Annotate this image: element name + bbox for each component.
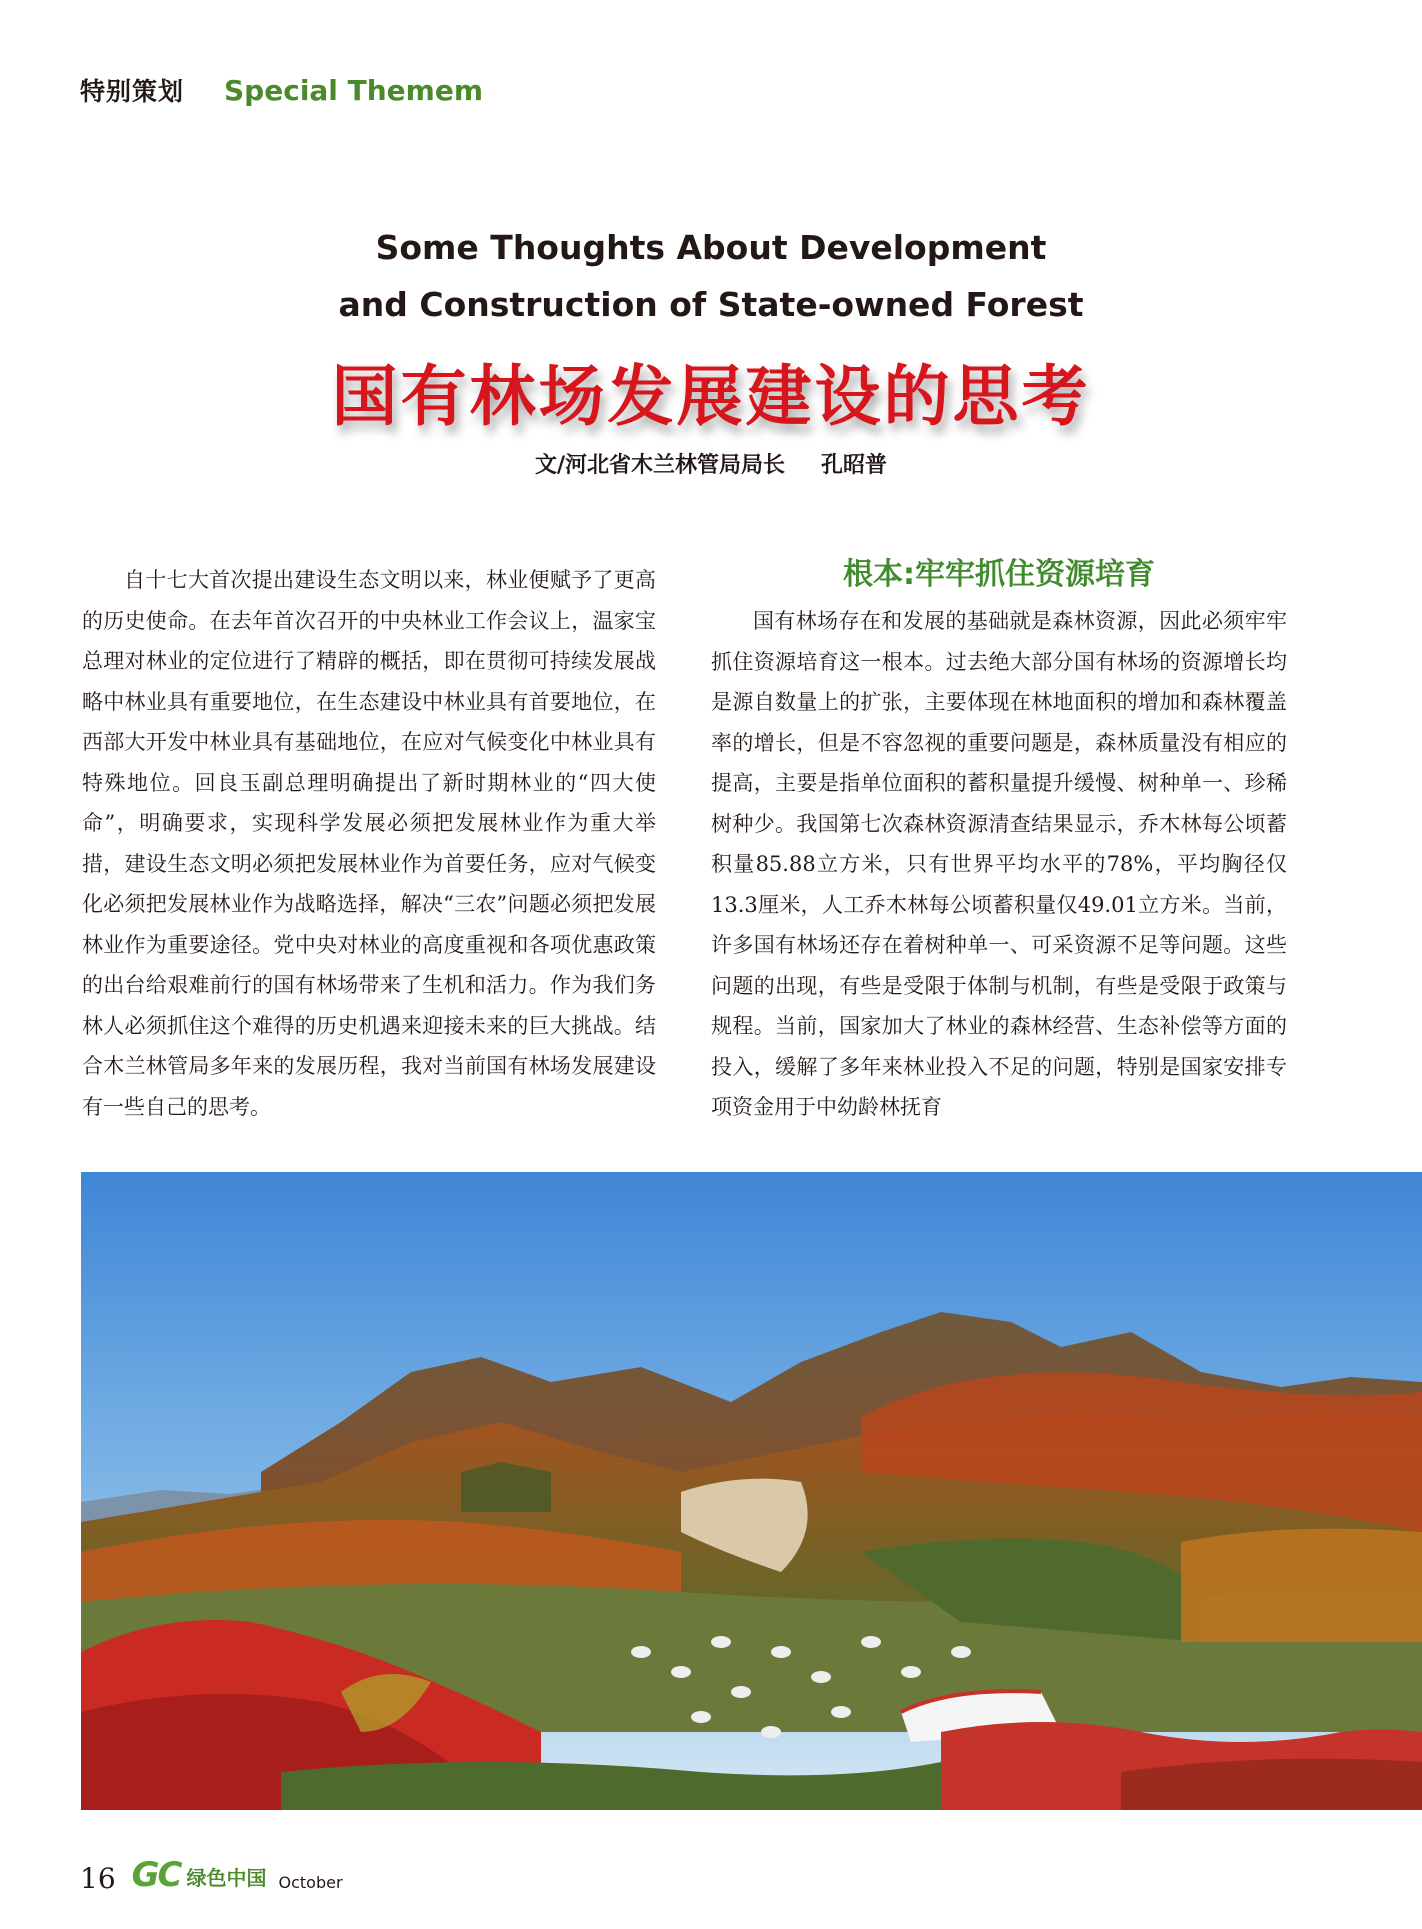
byline [0,448,1422,479]
right-paragraph: 国有林场存在和发展的基础就是森林资源，因此必须牢牢抓住资源培育这一根本。过去绝大部分国有林场的资源增长均是源自数量上的扩张，主要体现在林地面积的增加和森林覆盖率的增长，但是不容忽视的重要问题是，森林质量没有相应的提高，主要是指单位面积的蓄积量提升缓慢、树种单一、珍稀树种少。我国第七次森林资源清查结果显示，乔木林每公顷蓄积量85.88立方米，只有世界平均水平的78%，平均胸径仅13.3厘米，人工乔木林每公顷蓄积量仅49.01立方米。当前，许多国有林场还存在着树种单一、可采资源不足等问题。这些问题的出现，有些是受限于体制与机制，有些是受限于政策与规程。当前，国家加大了林业的森林经营、生态补偿等方面的投入，缓解了多年来林业投入不足的问题，特别是国家安排专项资金用于中幼龄林抚育 [711,609,1287,1119]
right-column [711,555,1287,1121]
page-footer [80,1855,343,1895]
title-en-line1: Some Thoughts About Development [375,228,1047,267]
author-title: 文/河北省木兰林管局局长 [534,453,786,478]
title-cn: 国有林场发展建设的思考 [331,358,1091,435]
section-header [80,70,483,110]
author-name: 孔昭普 [821,453,888,478]
section-heading: 根本:牢牢抓住资源培育 [843,557,1155,592]
section-label-en: Special Themem [224,73,484,107]
section-label-cn: 特别策划 [80,77,185,106]
left-column [82,560,656,1127]
forest-landscape-photo [81,1172,1422,1810]
left-paragraph: 自十七大首次提出建设生态文明以来，林业便赋予了更高的历史使命。在去年首次召开的中央林业工作会议上，温家宝总理对林业的定位进行了精辟的概括，即在贯彻可持续发展战略中林业具有重要地位，在生态建设中林业具有首要地位，在西部大开发中林业具有基础地位，在应对气候变化中林业具有特殊地位。回良玉副总理明确提出了新时期林业的“四大使命”，明确要求，实现科学发展必须把发展林业作为重大举措，建设生态文明必须把发展林业作为首要任务，应对气候变化必须把发展林业作为战略选择，解决“三农”问题必须把发展林业作为重要途径。党中央对林业的高度重视和各项优惠政策的出台给艰难前行的国有林场带来了生机和活力。作为我们务林人必须抓住这个难得的历史机遇来迎接未来的巨大挑战。结合木兰林管局多年来的发展历程，我对当前国有林场发展建设有一些自己的思考。 [82,568,656,1119]
title-en-line2: and Construction of State-owned Forest [338,285,1084,324]
magazine-name: 绿色中国 [186,1866,267,1890]
page-number: 16 [80,1862,116,1895]
magazine-logo: GC [131,1855,181,1895]
issue-month: October [278,1873,343,1892]
